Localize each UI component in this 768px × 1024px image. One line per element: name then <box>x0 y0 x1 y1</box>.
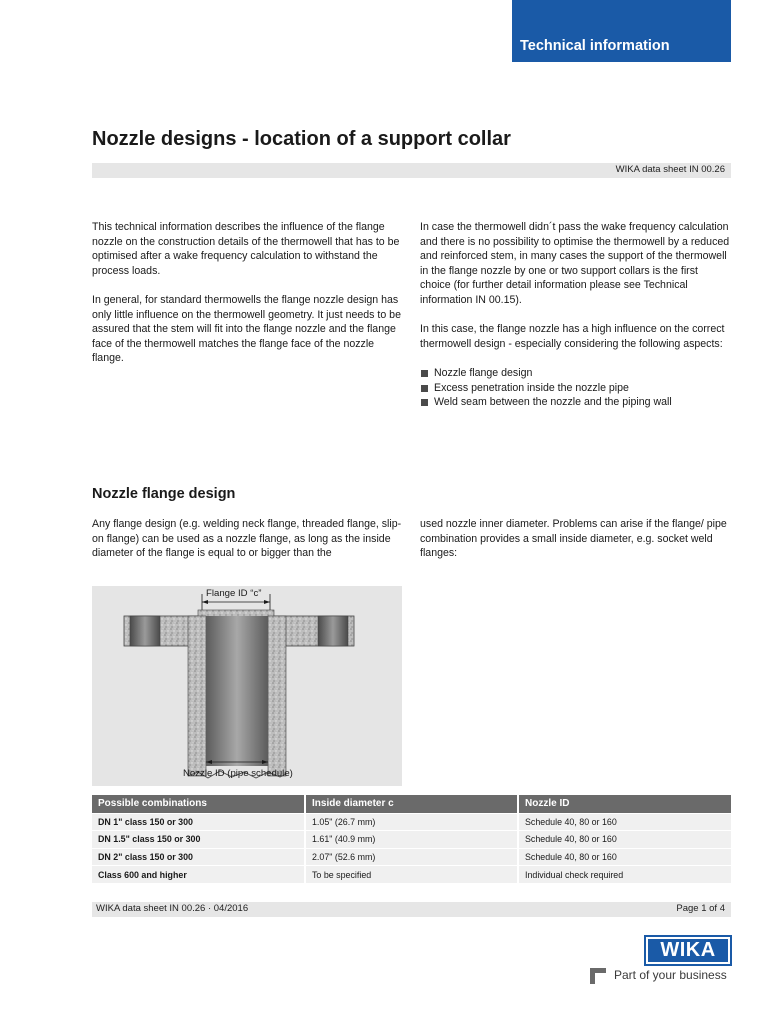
table-row <box>92 831 731 849</box>
table-cell: DN 1.5" class 150 or 300 <box>92 831 305 849</box>
datasheet-bar <box>92 163 731 178</box>
page-title: Nozzle designs - location of a support collar <box>92 128 511 150</box>
list-item: Weld seam between the nozzle and the piping wall <box>420 395 731 410</box>
nozzle-flange-figure <box>92 586 402 786</box>
table-cell: To be specified <box>305 866 518 884</box>
wika-logo <box>644 935 732 966</box>
table-cell: Class 600 and higher <box>92 866 305 884</box>
table-cell: 2.07" (52.6 mm) <box>305 848 518 866</box>
table-cell: Schedule 40, 80 or 160 <box>518 831 731 849</box>
list-item: Nozzle flange design <box>420 366 731 381</box>
table-cell: 1.05" (26.7 mm) <box>305 813 518 831</box>
logo-text: WIKA <box>648 939 728 962</box>
intro-paragraph: This technical information describes the influence of the flange nozzle on the construction details of the thermowell that has to be optimised after a wake frequency calculation to withstand the process loads. <box>92 221 400 277</box>
footer-ref: WIKA data sheet IN 00.26 · 04/2016 <box>96 903 249 914</box>
header-tab-label: Technical information <box>520 38 670 54</box>
table-header: Nozzle ID <box>518 795 731 813</box>
table-header: Inside diameter c <box>305 795 518 813</box>
list-item: Excess penetration inside the nozzle pipe <box>420 381 731 396</box>
intro-paragraph: In this case, the flange nozzle has a high influence on the correct thermowell design - especially considering the following aspects: <box>420 323 725 350</box>
nozzle-flange-diagram <box>92 586 402 786</box>
section-paragraph: Any flange design (e.g. welding neck flange, threaded flange, slip-on flange) can be used as a nozzle flange, as long as the inside diameter of the flange is equal to or bigger than the <box>92 518 402 560</box>
datasheet-ref: WIKA data sheet IN 00.26 <box>615 164 725 175</box>
flange-id-label: Flange ID “c” <box>206 588 262 599</box>
intro-paragraph: In case the thermowell didn´t pass the wake frequency calculation and there is no possibility to optimise the thermowell by a reduced and reinforced stem, in many cases the support of the thermowell in the flange nozzle by one or two support collars is the first choice (for further detail information please see Technical information IN 00.15). <box>420 221 730 306</box>
table-cell: 1.61" (40.9 mm) <box>305 831 518 849</box>
table-header: Possible combinations <box>92 795 305 813</box>
table-row <box>92 866 731 884</box>
section-left-column <box>92 517 404 561</box>
intro-paragraph: In general, for standard thermowells the flange nozzle design has only little influence on the thermowell geometry. It just needs to be assured that the stem will fit into the flange nozzle and the flange face of the thermowell matches the flange face of the nozzle flange. <box>92 293 401 365</box>
combinations-table <box>92 795 731 883</box>
footer-bar <box>92 902 731 917</box>
table-cell: DN 1" class 150 or 300 <box>92 813 305 831</box>
table-row <box>92 813 731 831</box>
section-paragraph: used nozzle inner diameter. Problems can arise if the flange/ pipe combination provides a small inside diameter, e.g. socket weld flanges: <box>420 518 727 560</box>
aspect-list <box>420 366 731 410</box>
table-cell: Schedule 40, 80 or 160 <box>518 813 731 831</box>
table-cell: Schedule 40, 80 or 160 <box>518 848 731 866</box>
intro-left-column <box>92 220 404 366</box>
table-row <box>92 848 731 866</box>
section-right-column <box>420 517 731 561</box>
table-cell: Individual check required <box>518 866 731 884</box>
header-tab <box>512 0 731 62</box>
brand-tagline <box>590 968 727 982</box>
page-number: Page 1 of 4 <box>676 903 725 914</box>
nozzle-id-label: Nozzle ID (pipe schedule) <box>183 768 293 779</box>
table-header-row <box>92 795 731 813</box>
tagline-text: Part of your business <box>614 968 727 982</box>
intro-right-column <box>420 220 731 410</box>
table-cell: DN 2" class 150 or 300 <box>92 848 305 866</box>
section-heading: Nozzle flange design <box>92 486 236 502</box>
